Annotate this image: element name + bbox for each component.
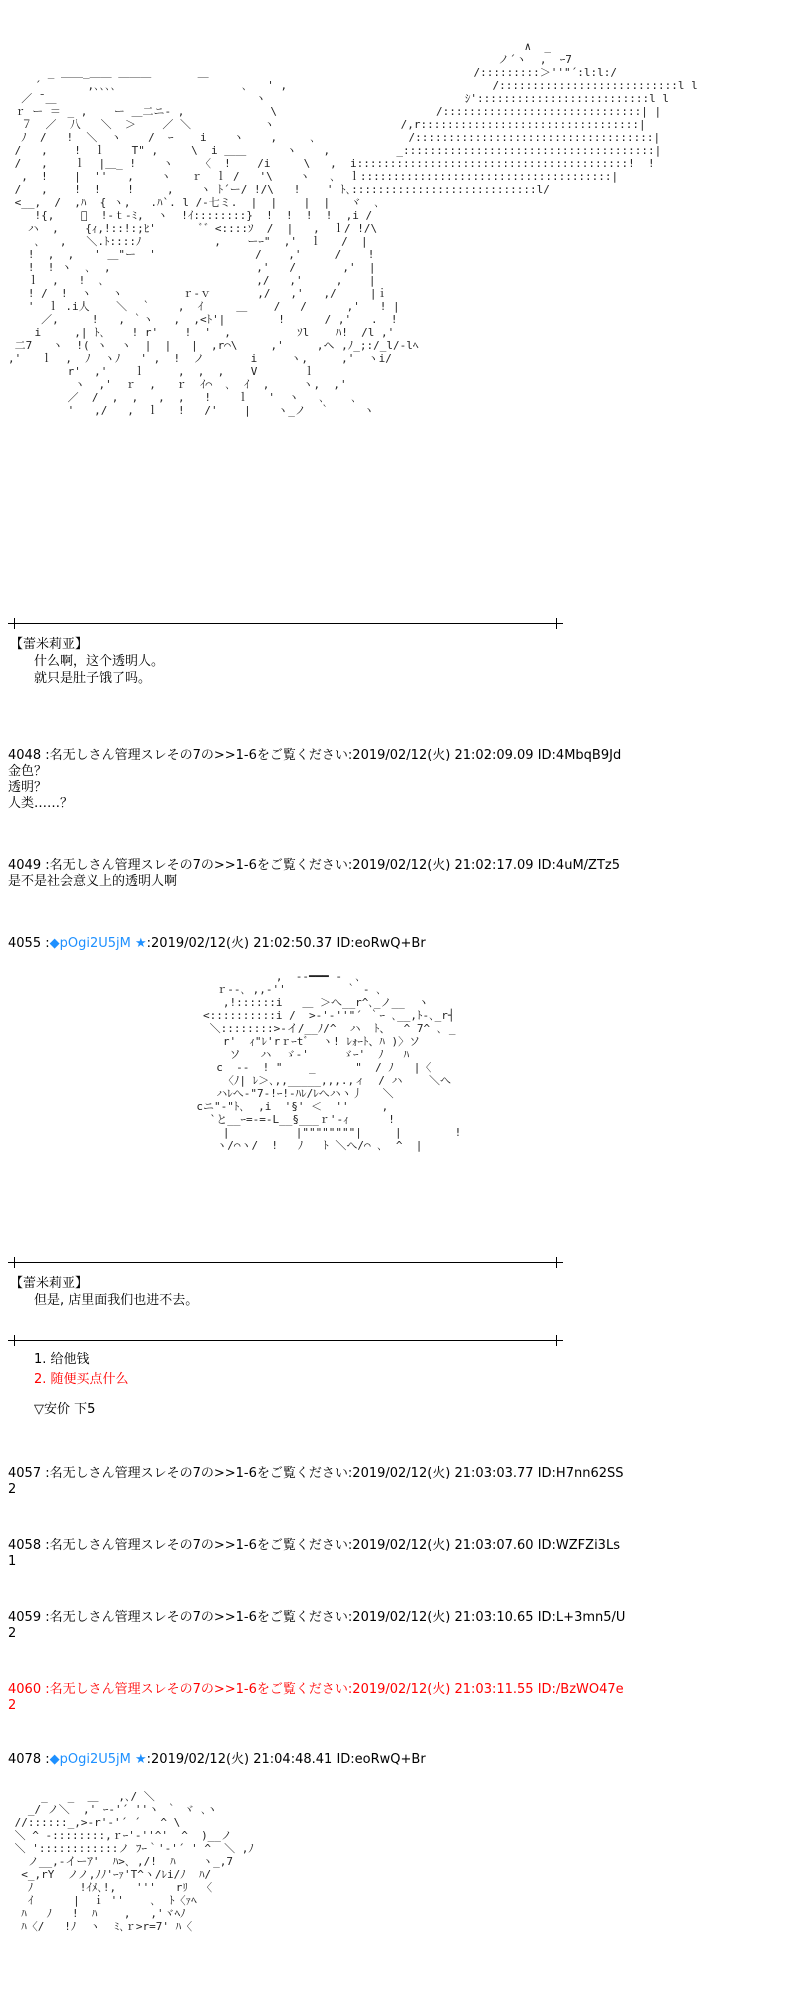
post-id: ID:4uM/ZTz5 <box>537 858 620 873</box>
post-date: 2019/02/12(火) 21:03:11.55 <box>352 1682 534 1697</box>
post-id: ID:4MbqB9Jd <box>537 748 622 763</box>
op-post-header: 4078 :◆pOgi2U5jM ★:2019/02/12(火) 21:04:48.41 ID:eoRwQ+Br <box>8 1752 426 1767</box>
post-date: 2019/02/12(火) 21:02:17.09 <box>352 858 534 873</box>
post-number: 4049 <box>8 858 42 873</box>
post-body-line: 2 <box>8 1626 17 1641</box>
post-date: 2019/02/12(火) 21:03:03.77 <box>352 1466 534 1481</box>
post-body-line: 1 <box>8 1554 17 1569</box>
post-body-line: 透明？ <box>8 780 48 795</box>
post-body-line: 2 <box>8 1698 17 1713</box>
dialog-block <box>10 1275 198 1309</box>
post-date: 2019/02/12(火) 21:03:10.65 <box>352 1610 534 1625</box>
post-author: 名无しさん管理スレその7の>>1-6をご覧ください <box>49 1466 348 1481</box>
post-id: ID:eoRwQ+Br <box>336 936 426 951</box>
dialog-block <box>10 636 164 687</box>
post-body-line: 是不是社会意义上的透明人啊 <box>8 874 178 889</box>
post-author: 名无しさん管理スレその7の>>1-6をご覧ください <box>49 748 348 763</box>
thread-post <box>8 1538 620 1570</box>
post-id: ID:WZFZi3Ls <box>537 1538 620 1553</box>
thread-post <box>8 858 620 890</box>
post-number: 4078 <box>8 1752 42 1767</box>
post-number: 4059 <box>8 1610 42 1625</box>
post-date: 2019/02/12(火) 21:04:48.41 <box>151 1752 333 1767</box>
thread-post <box>8 1610 625 1642</box>
post-id: ID:/BzWO47e <box>537 1682 624 1697</box>
post-id: ID:eoRwQ+Br <box>336 1752 426 1767</box>
post-number: 4055 <box>8 936 42 951</box>
dialog-line: 就只是肚子饿了吗。 <box>34 671 152 686</box>
post-header: 4049 :名无しさん管理スレその7の>>1-6をご覧ください:2019/02/12(火) 21:02:17.09 ID:4uM/ZTz5 <box>8 858 620 873</box>
post-header: 4060 :名无しさん管理スレその7の>>1-6をご覧ください:2019/02/12(火) 21:03:11.55 ID:/BzWO47e <box>8 1682 624 1697</box>
vote-instruction: ▽安价 下5 <box>34 1402 96 1417</box>
choice-list <box>34 1350 129 1420</box>
post-body-line: 2 <box>8 1482 17 1497</box>
post-date: 2019/02/12(火) 21:02:09.09 <box>352 748 534 763</box>
op-tripcode: ◆pOgi2U5jM ★ <box>49 936 147 951</box>
post-author: 名无しさん管理スレその7の>>1-6をご覧ください <box>49 1610 348 1625</box>
speaker-name: 【蕾米莉亚】 <box>10 637 89 652</box>
post-number: 4048 <box>8 748 42 763</box>
dialog-line: 什么啊，这个透明人。 <box>34 654 165 669</box>
speaker-name: 【蕾米莉亚】 <box>10 1276 89 1291</box>
post-body-line: 人类……？ <box>8 796 74 811</box>
op-tripcode: ◆pOgi2U5jM ★ <box>49 1752 147 1767</box>
ascii-art-remilia-large: ∧ _ ノ´ヽ , ｰ7 _ ＿＿_＿＿ ＿＿＿ ＿ /:::::::::＞''"´:l:l:/ ´ ,､､､､ ､ ' , /:::::::::::::::::::::::::::l l ／ ̄ ＿ ヽ ｼ'::::::::::::::::::::::::::l l ｒ ー ＝ _ , ー ＿二ニ‐ , \ /::::::::::::::::::::::::::::::| | ７ ／ 八 ＼ ＞ ／ ＼ ヽ /,r:::::::::::::::::::::::::::::::::| ﾉ / ! ＼ ヽ / ｰ i ヽ , ､ /::::::::::::::::::::::::::::::::::::| / , ! ｌ T" , \ i ＿＿ ヽ , _::::::::::::::::::::::::::::::::::::::| / , ｌ |＿_ ! ヽ 〈 ! /i \ , i:::::::::::::::::::::::::::::::::::::::::! ! , ! | '' , ヽ ｒ ｌ / '\ ヽ ､ ｌ::::::::::::::::::::::::::::::::::::::| / , ! ! ! , ヽ ﾄ´ー/ !/\ ! ' ﾄ､::::::::::::::::::::::::::::l/ <__, / ,ﾊ { ヽ, .ﾊ`. l /-七ミ. | | | | ヾ ､ !{, ﾞ !-ｔ-ﾐ, ヽ !ｲ::::::::} ! ! ! ! ,i / ハ , {ｨ,!::!:;ﾋ' ﾞ゛<::::ｿ / | , ｌ/ !/\ ､ , ＼.ﾄ::::ﾉ , ーｰ" ,' ｌ / | ! , , ' ＿"ー ' / ,' / ! ! ! ヽ ､ , ,' / ,' | ｌ , ! ､ ,/ ,' , | ! / ! ヽ ヽ ｒ-ｖ ,/ ,' ,/ |ｉ ' ｌ .i人 ＼ ｀ , ｲ ＿ / / ,' ! | ／, ! , ｀ヽ , ,<ﾄ'| ! / ,' . ! i ,| ﾄ､ ! r' ! ' , ｿl ﾊ! /l ,' 二7 ヽ !( ヽ ヽ | | | ,r⌒\ ,' ,ヘ ,ﾉ_;:/_l/-lﾍ ,' ｌ , ﾉ ヽﾉ ' , ! ノ i ヽ, ,' ヽi/ r' ,' ｌ , , , V ｌ ヽ ,' ｒ , ｒ ｲ⌒ ､ ｲ , ヽ, ,' ／ / , , , , ! ｌ ' ヽ ､ ､ ' ,/ , ｌ ! /' | ヽ_ノ ｀ ヽ <box>8 40 698 417</box>
choice-item-2: 2. 随便买点什么 <box>34 1372 129 1387</box>
post-body-line: 金色？ <box>8 764 48 779</box>
post-author: 名无しさん管理スレその7の>>1-6をご覧ください <box>49 1538 348 1553</box>
thread-post <box>8 1466 624 1498</box>
post-id: ID:H7nn62SS <box>537 1466 624 1481</box>
post-number: 4060 <box>8 1682 42 1697</box>
choice-item-1: 1. 给他钱 <box>34 1352 90 1367</box>
post-date: 2019/02/12(火) 21:02:50.37 <box>151 936 333 951</box>
post-number: 4057 <box>8 1466 42 1481</box>
post-header: 4057 :名无しさん管理スレその7の>>1-6をご覧ください:2019/02/12(火) 21:03:03.77 ID:H7nn62SS <box>8 1466 624 1481</box>
thread-post <box>8 748 621 812</box>
post-author: 名无しさん管理スレその7の>>1-6をご覧ください <box>49 858 348 873</box>
ascii-art-remilia-bottom: _ _ ＿ ,､/ ＼ _/ ノ＼ ,' ｰ‐'´ ''ヽ ｀ ヾ ､ヽ //::::::_,>-r'‐'´ ´ ^ \ ＼ ^ ‐::::::::,ｒｰ'‐''^' ^ )__ノ ＼ '::::::::::::ノ ﾌｰ｀'‐'´ ' ^ ＼ ,ﾉ ノ__,‐イーｱ' ﾊ>､ ,/! ﾊ ヽ_,7 <_,rY ノノ,ﾉﾉ'ｰｧ'T^ヽ/ﾚi/ﾉ ﾊ/ ﾉ !ｲﾒ､!, ''' rﾘ 〈 ｲ | ｉ '' ､ ﾄ〈ｧﾍ ﾊ ﾉ ! ﾊ , ,'ヾﾍﾉ ﾊ〈/ !ﾉ ヽ ﾐ､ｒ>r=7' ﾊ〈 <box>14 1790 254 1933</box>
post-author: 名无しさん管理スレその7の>>1-6をご覧ください <box>49 1682 348 1697</box>
post-header: 4059 :名无しさん管理スレその7の>>1-6をご覧ください:2019/02/12(火) 21:03:10.65 ID:L+3mn5/U <box>8 1610 626 1625</box>
post-id: ID:L+3mn5/U <box>537 1610 626 1625</box>
separator-line <box>8 1262 563 1263</box>
post-header: 4048 :名无しさん管理スレその7の>>1-6をご覧ください:2019/02/12(火) 21:02:09.09 ID:4MbqB9Jd <box>8 748 622 763</box>
dialog-line: 但是, 店里面我们也进不去。 <box>34 1293 199 1308</box>
post-date: 2019/02/12(火) 21:03:07.60 <box>352 1538 534 1553</box>
separator-line <box>8 1340 563 1341</box>
post-number: 4058 <box>8 1538 42 1553</box>
post-header: 4058 :名无しさん管理スレその7の>>1-6をご覧ください:2019/02/12(火) 21:03:07.60 ID:WZFZi3Ls <box>8 1538 620 1553</box>
separator-line <box>8 623 563 624</box>
op-post-header: 4055 :◆pOgi2U5jM ★:2019/02/12(火) 21:02:50.37 ID:eoRwQ+Br <box>8 936 426 951</box>
thread-post-highlighted <box>8 1682 624 1714</box>
ascii-art-remilia-small: , --━━━ - ､ ｒ‐-､ ,,-'' ｀ ‐ ､ ,!::::::i ＿ ＞へ__r^､_ノ__ ヽ <::::::::::i / >-'‐''"´ ｀ｰ ､__,ﾄ-､_r┤ ＼::::::::>-イ/__ﾉ/^ ハ ﾄ、 ^ 7^ ､ _ r' ｨ"ﾚ'rｒｰtﾞ ヽ! ﾚｫｰﾄ、ﾊ )〉ソ ソ ハ ゞ-' ゞｰ' ﾉ ﾊ c -- ! " _ " / ﾉ |〈 〈ﾉ| ﾚ＞､,,_____,,,.,ィ / ハ ＼へ ハﾚへ‐"7‐!ｰ!-ﾊﾚ/ﾚへハヽ丿 ＼ cニ"-"ﾄ､ ,i '§' ＜ '' , `と__ｰ=‐=-L__§___ｒ'-ｨ ! | |""""""""| | ! ヽ/⌒ヽ/ ! ﾉ ﾄ ＼へ/⌒ ､ ^ | <box>196 970 462 1152</box>
